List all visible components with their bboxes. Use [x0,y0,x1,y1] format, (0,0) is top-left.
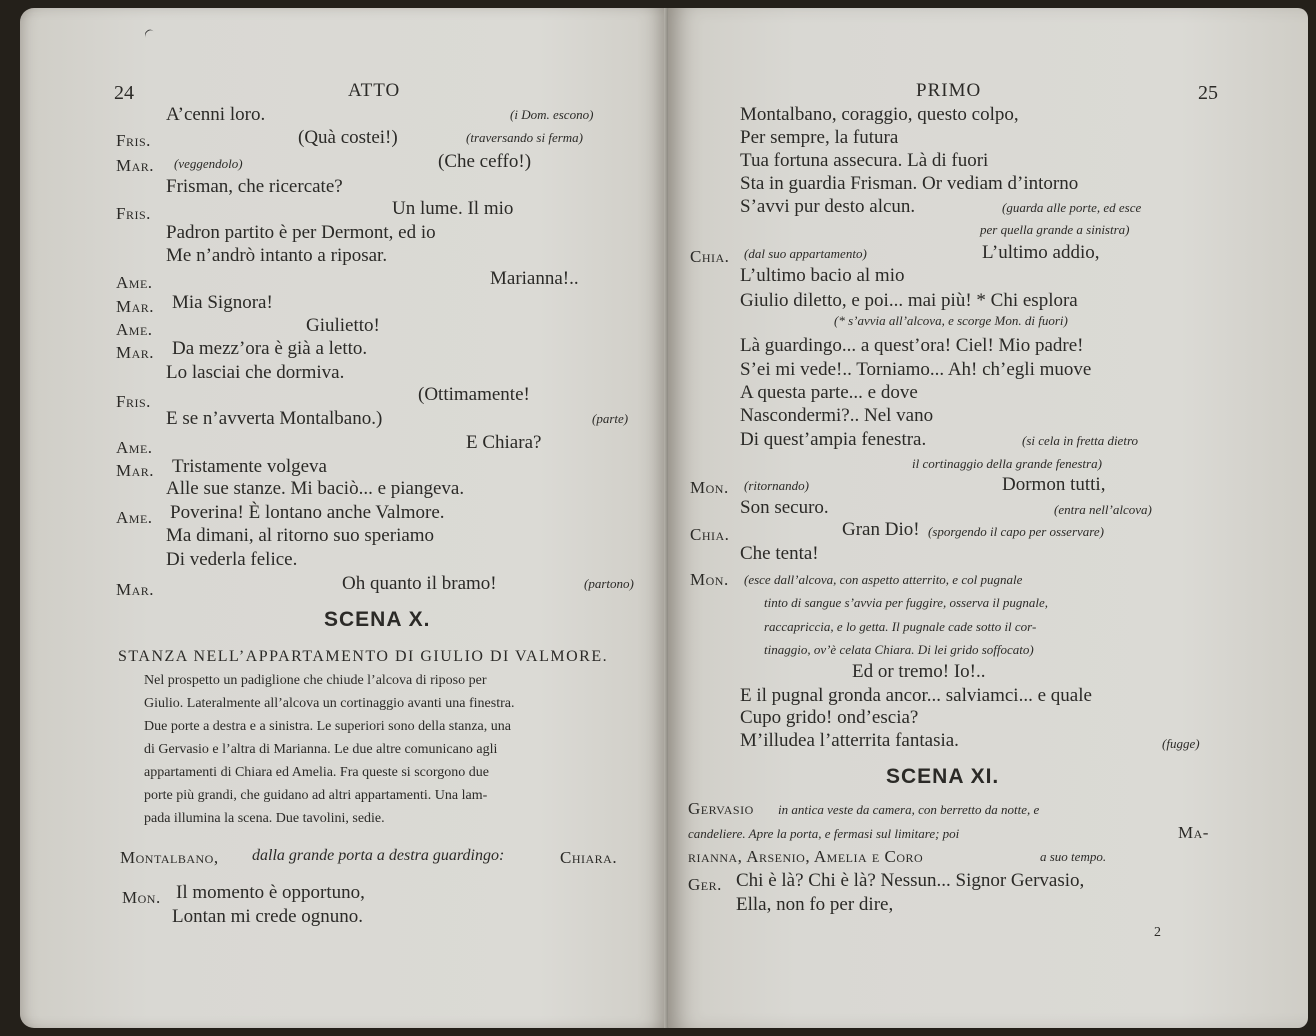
speaker: Mar. [116,343,155,362]
speaker: Chia. [690,525,730,544]
ink-mark [143,28,155,40]
stage-direction: (esce dall’alcova, con aspetto atterrito, e col pugnale [744,572,1023,587]
dialogue-line: Dormon tutti, [1002,474,1106,495]
dialogue-line: Alle sue stanze. Mi baciò... e piangeva. [166,478,465,499]
speaker: Fris. [116,204,151,223]
speaker: Mar. [116,461,155,480]
speaker: Ger. [688,875,722,894]
dialogue-line: Per sempre, la futura [740,127,899,148]
stage-direction: (* s’avvia all’alcova, e scorge Mon. di fuori) [834,313,1068,328]
speaker: Ame. [116,320,153,339]
stage-direction: (i Dom. escono) [510,107,594,122]
dialogue-line: Sta in guardia Frisman. Or vediam d’intorno [740,173,1079,194]
dialogue-line: Me n’andrò intanto a riposar. [166,245,388,266]
scene-description-line: Giulio. Lateralmente all’alcova un cortinaggio avanti una finestra. [144,696,515,711]
stage-direction: tinaggio, ov’è celata Chiara. Di lei grido soffocato) [764,642,1034,657]
cast-name: Gervasio [688,799,754,818]
signature-mark: 2 [1154,925,1161,940]
dialogue-line: (Quà costei!) [298,127,398,148]
stage-direction: tinto di sangue s’avvia per fuggire, osserva il pugnale, [764,595,1049,610]
dialogue-line: Tristamente volgeva [172,456,327,477]
cast-names: rianna, Arsenio, Amelia e Coro [688,847,924,866]
cast-direction: dalla grande porta a destra guardingo: [252,847,505,864]
dialogue-line: Giulietto! [306,315,380,336]
stage-direction: per quella grande a sinistra) [980,222,1130,237]
dialogue-line: Montalbano, coraggio, questo colpo, [740,104,1019,125]
cast-name: Chiara. [560,848,618,867]
speaker: Mon. [122,888,161,907]
dialogue-line: S’avvi pur desto alcun. [740,196,916,217]
scene-description-line: Due porte a destra e a sinistra. Le superiori sono della stanza, una [144,719,511,734]
stage-direction: (entra nell’alcova) [1054,502,1152,517]
page-number: 24 [114,82,134,104]
dialogue-line: Ed or tremo! Io!.. [852,661,986,682]
dialogue-line: Da mezz’ora è già a letto. [172,338,368,359]
stage-direction: raccapriccia, e lo getta. Il pugnale cade sotto il cor- [764,619,1037,634]
speaker: Fris. [116,392,151,411]
left-page [20,8,668,1028]
dialogue-line: Chi è là? Chi è là? Nessun... Signor Gervasio, [736,870,1085,891]
dialogue-line: Che tenta! [740,543,819,564]
stage-direction: (fugge) [1162,736,1200,751]
right-page [668,8,1308,1028]
dialogue-line: Giulio diletto, e poi... mai più! * Chi esplora [740,290,1078,311]
dialogue-line: Padron partito è per Dermont, ed io [166,222,436,243]
stage-direction: (sporgendo il capo per osservare) [928,524,1104,539]
dialogue-line: Là guardingo... a quest’ora! Ciel! Mio padre! [740,335,1084,356]
dialogue-line: Di quest’ampia fenestra. [740,429,927,450]
page-number: 25 [1198,82,1218,104]
dialogue-line: Gran Dio! [842,519,920,540]
dialogue-line: Marianna!.. [490,268,579,289]
stage-direction: (traversando si ferma) [466,130,583,145]
dialogue-line: A questa parte... e dove [740,382,918,403]
speaker: Mar. [116,297,155,316]
dialogue-line: A’cenni loro. [166,104,266,125]
dialogue-line: L’ultimo addio, [982,242,1100,263]
dialogue-line: E il pugnal gronda ancor... salviamci... e quale [740,685,1092,706]
running-head: PRIMO [916,80,982,101]
dialogue-line: Poverina! È lontano anche Valmore. [170,502,445,523]
stage-direction: (ritornando) [744,478,809,493]
dialogue-line: Nascondermi?.. Nel vano [740,405,934,426]
dialogue-line: (Ottimamente! [418,384,530,405]
speaker: Mar. [116,156,155,175]
scene-heading: SCENA X. [324,608,431,631]
stage-direction: (si cela in fretta dietro [1022,433,1139,448]
scene-description-line: Nel prospetto un padiglione che chiude l’alcova di riposo per [144,673,487,688]
cast-direction: a suo tempo. [1040,849,1107,864]
stage-direction: il cortinaggio della grande fenestra) [912,456,1102,471]
scene-description-line: di Gervasio e l’altra di Marianna. Le due altre comunicano agli [144,742,498,757]
dialogue-line: Son securo. [740,497,829,518]
speaker: Ame. [116,508,153,527]
dialogue-line: Ella, non fo per dire, [736,894,894,915]
dialogue-line: Frisman, che ricercate? [166,176,343,197]
dialogue-line: Un lume. Il mio [392,198,514,219]
scene-description-line: pada illumina la scena. Due tavolini, sedie. [144,811,385,826]
stage-direction: (partono) [584,576,634,591]
stage-direction: (parte) [592,411,629,426]
running-head: ATTO [348,80,401,101]
dialogue-line: Lontan mi crede ognuno. [172,906,364,927]
dialogue-line: Tua fortuna assecura. Là di fuori [740,150,989,171]
dialogue-line: Il momento è opportuno, [176,882,365,903]
speaker: Chia. [690,247,730,266]
stage-direction: (veggendolo) [174,156,243,171]
cast-name: Ma- [1178,823,1209,842]
speaker: Fris. [116,131,151,150]
dialogue-line: Ma dimani, al ritorno suo speriamo [166,525,435,546]
dialogue-line: Cupo grido! ond’escia? [740,707,919,728]
dialogue-line: L’ultimo bacio al mio [740,265,905,286]
dialogue-line: E Chiara? [466,432,542,453]
dialogue-line: Oh quanto il bramo! [342,573,497,594]
dialogue-line: Di vederla felice. [166,549,298,570]
dialogue-line: S’ei mi vede!.. Torniamo... Ah! ch’egli muove [740,359,1092,380]
dialogue-line: Mia Signora! [172,292,273,313]
dialogue-line: (Che ceffo!) [438,151,532,172]
scene-description-line: appartamenti di Chiara ed Amelia. Fra queste si scorgono due [144,765,489,780]
speaker: Mar. [116,580,155,599]
stage-direction: (dal suo appartamento) [744,246,867,261]
cast-direction: in antica veste da camera, con berretto da notte, e [778,802,1040,817]
dialogue-line: E se n’avverta Montalbano.) [166,408,383,429]
speaker: Ame. [116,438,153,457]
dialogue-line: Lo lasciai che dormiva. [166,362,345,383]
stage-direction: (guarda alle porte, ed esce [1002,200,1142,215]
speaker: Ame. [116,273,153,292]
stanza-title: STANZA NELL’APPARTAMENTO DI GIULIO DI VALMORE. [118,648,609,665]
scene-description-line: porte più grandi, che guidano ad altri appartamenti. Una lam- [144,788,488,803]
dialogue-line: M’illudea l’atterrita fantasia. [740,730,959,751]
scene-heading: SCENA XI. [886,765,1000,788]
speaker: Mon. [690,570,729,589]
cast-name: Montalbano, [120,848,219,867]
cast-direction: candeliere. Apre la porta, e fermasi sul limitare; poi [688,826,960,841]
speaker: Mon. [690,478,729,497]
